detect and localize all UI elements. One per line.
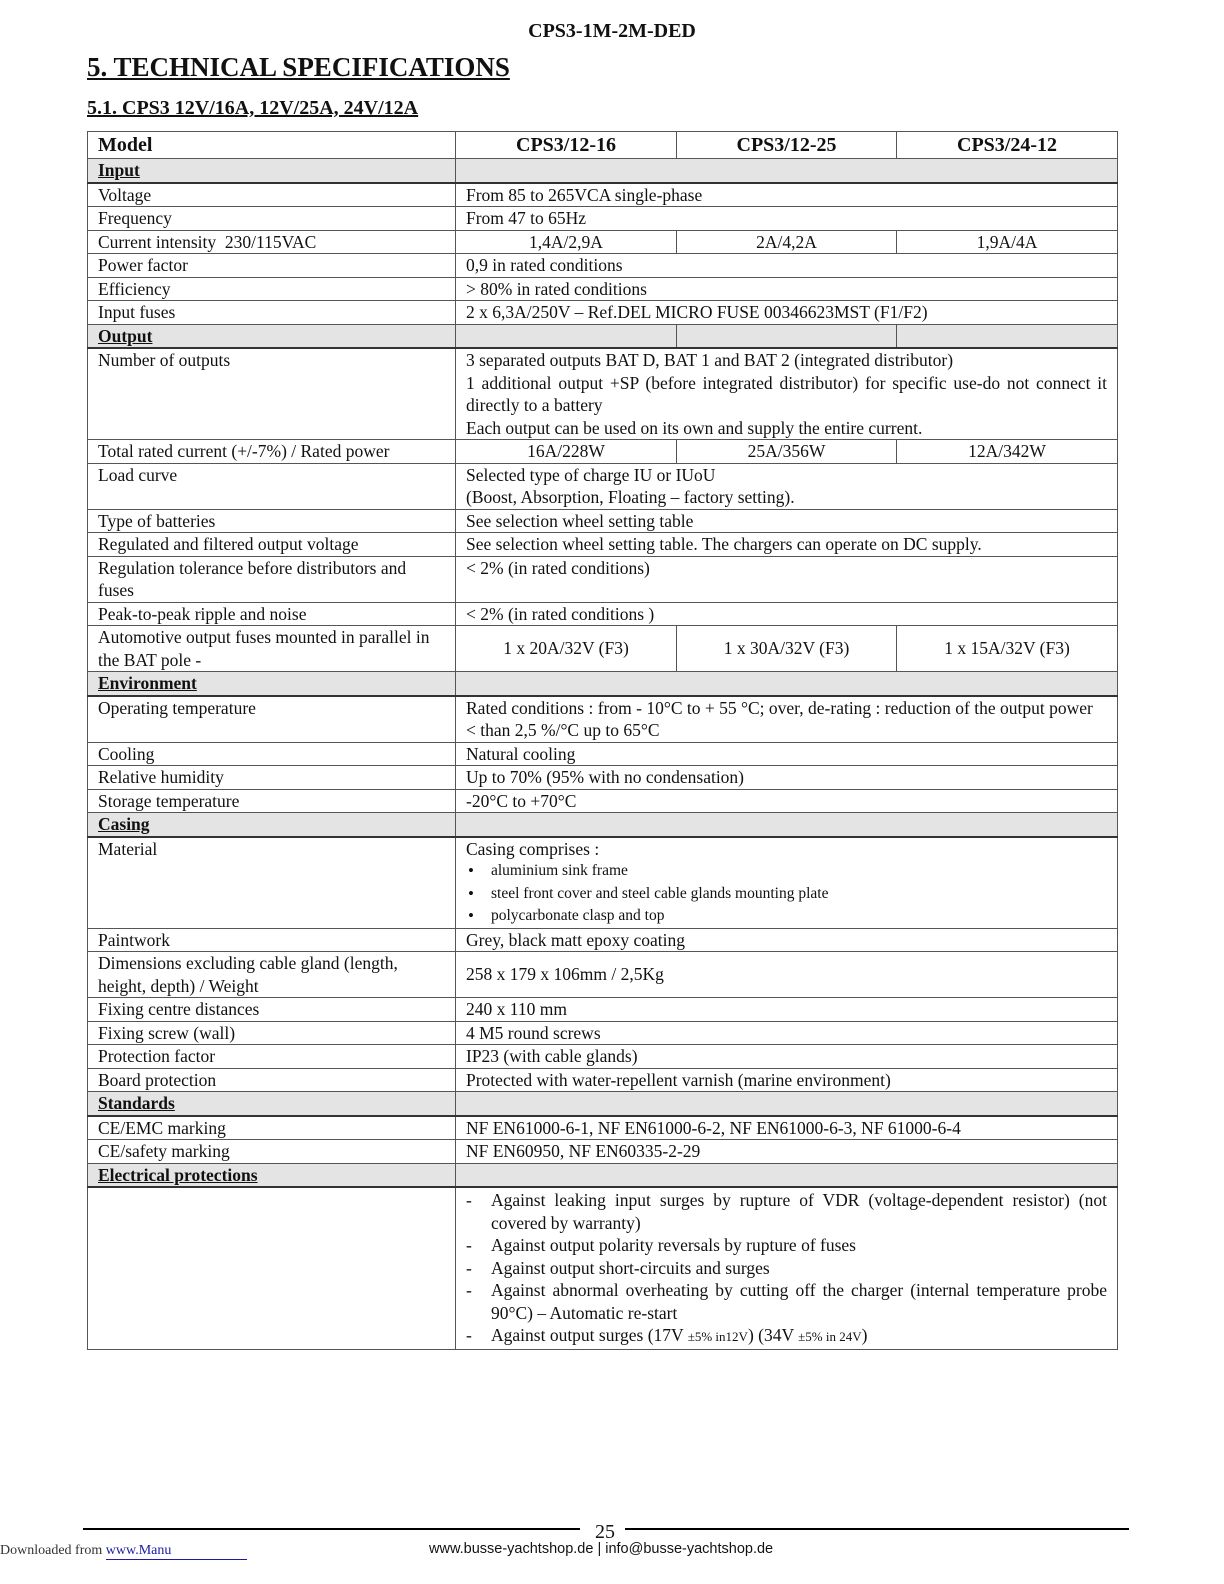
- footer-rule: [83, 1528, 580, 1530]
- spec-value: 25A/356W: [677, 440, 897, 464]
- spec-label: Load curve: [88, 463, 456, 509]
- document-header: CPS3-1M-2M-DED: [528, 20, 696, 42]
- section-heading: Input: [88, 159, 456, 183]
- section-heading: Electrical protections: [88, 1163, 456, 1187]
- table-row: [88, 348, 1118, 440]
- protections-list: [466, 1188, 1107, 1349]
- footer-contact: www.busse-yachtshop.de | info@busse-yachtshop.de: [429, 1541, 774, 1557]
- table-row: [88, 998, 1118, 1022]
- list-item: - Against output short-circuits and surges: [466, 1257, 1107, 1280]
- spec-label: Operating temperature: [88, 696, 456, 743]
- table-row: [88, 533, 1118, 557]
- section-heading: Environment: [88, 672, 456, 696]
- spec-value: See selection wheel setting table. The chargers can operate on DC supply.: [456, 533, 1118, 557]
- spec-line: Each output can be used on its own and supply the entire current.: [466, 417, 923, 438]
- table-row: [88, 1045, 1118, 1069]
- spec-value: 1,4A/2,9A: [456, 230, 677, 254]
- spec-label: Voltage: [88, 183, 456, 207]
- spec-label: Regulation tolerance before distributors and fuses: [88, 556, 456, 602]
- table-row: [88, 556, 1118, 602]
- table-row: [88, 696, 1118, 743]
- spec-label: Cooling: [88, 742, 456, 766]
- spec-label: Material: [88, 837, 456, 929]
- table-row-model: [88, 132, 1118, 159]
- downloaded-from-note: Downloaded from www.Manu: [0, 1543, 247, 1560]
- page-number: 25: [595, 1521, 615, 1543]
- table-row: [88, 626, 1118, 672]
- section-heading: Output: [88, 324, 456, 348]
- spec-value: See selection wheel setting table: [456, 509, 1118, 533]
- spec-label: Board protection: [88, 1068, 456, 1092]
- list-item: - Against output surges (17V ±5% in12V) (34V ±5% in 24V): [466, 1324, 1107, 1349]
- section-row-electrical-protections: [88, 1163, 1118, 1187]
- table-row: [88, 230, 1118, 254]
- model-name: CPS3/12-25: [677, 132, 897, 159]
- spec-value: 258 x 179 x 106mm / 2,5Kg: [456, 952, 1118, 998]
- spec-label: Total rated current (+/-7%) / Rated power: [88, 440, 456, 464]
- spec-value: [456, 837, 1118, 929]
- spec-value: Protected with water-repellent varnish (marine environment): [456, 1068, 1118, 1092]
- spec-label: Regulated and filtered output voltage: [88, 533, 456, 557]
- section-row-casing: [88, 813, 1118, 837]
- spec-value: 2A/4,2A: [677, 230, 897, 254]
- spec-label: Automotive output fuses mounted in parallel in the BAT pole -: [88, 626, 456, 672]
- spec-value: From 85 to 265VCA single-phase: [456, 183, 1118, 207]
- spec-label: Peak-to-peak ripple and noise: [88, 602, 456, 626]
- spec-label: Number of outputs: [88, 348, 456, 440]
- spec-value: > 80% in rated conditions: [456, 277, 1118, 301]
- spec-label: CE/EMC marking: [88, 1116, 456, 1140]
- table-row: [88, 837, 1118, 929]
- spec-value: 16A/228W: [456, 440, 677, 464]
- spec-line: 1 additional output +SP (before integrated distributor) for specific use-do not connect it directly to a battery: [466, 372, 1107, 415]
- spec-label: CE/safety marking: [88, 1140, 456, 1164]
- table-row: [88, 952, 1118, 998]
- spec-value: NF EN60950, NF EN60335-2-29: [456, 1140, 1118, 1164]
- spec-line: Selected type of charge IU or IUoU: [466, 464, 716, 485]
- table-row: [88, 207, 1118, 231]
- spec-value: 1,9A/4A: [897, 230, 1118, 254]
- spec-label: Relative humidity: [88, 766, 456, 790]
- table-row: [88, 440, 1118, 464]
- section-heading: Standards: [88, 1092, 456, 1116]
- model-label: Model: [88, 132, 456, 159]
- spec-value: 4 M5 round screws: [456, 1021, 1118, 1045]
- subsection-title: 5.1. CPS3 12V/16A, 12V/25A, 24V/12A: [87, 97, 419, 119]
- spec-value: IP23 (with cable glands): [456, 1045, 1118, 1069]
- manual-link[interactable]: www.Manu: [106, 1543, 247, 1560]
- model-name: CPS3/24-12: [897, 132, 1118, 159]
- model-name: CPS3/12-16: [456, 132, 677, 159]
- list-item: - Against output polarity reversals by rupture of fuses: [466, 1234, 1107, 1257]
- spec-value: 1 x 15A/32V (F3): [897, 626, 1118, 672]
- spec-value: 0,9 in rated conditions: [456, 254, 1118, 278]
- spec-label: Dimensions excluding cable gland (length, height, depth) / Weight: [88, 952, 456, 998]
- section-row-standards: [88, 1092, 1118, 1116]
- list-item: - Against leaking input surges by rupture of VDR (voltage-dependent resistor) (not covered by warranty): [466, 1189, 1107, 1234]
- spec-label: Fixing screw (wall): [88, 1021, 456, 1045]
- spec-line: 3 separated outputs BAT D, BAT 1 and BAT 2 (integrated distributor): [466, 350, 954, 370]
- spec-value: NF EN61000-6-1, NF EN61000-6-2, NF EN61000-6-3, NF 61000-6-4: [456, 1116, 1118, 1140]
- section-row-environment: [88, 672, 1118, 696]
- spec-value: 1 x 30A/32V (F3): [677, 626, 897, 672]
- table-row: [88, 1187, 1118, 1349]
- spec-label: Input fuses: [88, 301, 456, 325]
- spec-value: [456, 348, 1118, 440]
- spec-label: Type of batteries: [88, 509, 456, 533]
- table-row: [88, 277, 1118, 301]
- table-row: [88, 742, 1118, 766]
- spec-value: < 2% (in rated conditions ): [456, 602, 1118, 626]
- table-row: [88, 1068, 1118, 1092]
- table-row: [88, 509, 1118, 533]
- section-heading: Casing: [88, 813, 456, 837]
- spec-value: [456, 463, 1118, 509]
- list-item: • steel front cover and steel cable glands mounting plate: [466, 883, 1107, 906]
- spec-value: From 47 to 65Hz: [456, 207, 1118, 231]
- spec-value: 1 x 20A/32V (F3): [456, 626, 677, 672]
- spec-label: Protection factor: [88, 1045, 456, 1069]
- table-row: [88, 1116, 1118, 1140]
- spec-value: Up to 70% (95% with no condensation): [456, 766, 1118, 790]
- section-row-output: [88, 324, 1118, 348]
- spec-line: (Boost, Absorption, Floating – factory setting).: [466, 487, 795, 507]
- spec-value: < 2% (in rated conditions): [456, 556, 1118, 602]
- list-item: - Against abnormal overheating by cutting off the charger (internal temperature probe 90°C) – Automatic re-start: [466, 1279, 1107, 1324]
- spec-value: 2 x 6,3A/250V – Ref.DEL MICRO FUSE 00346623MST (F1/F2): [456, 301, 1118, 325]
- table-row: [88, 602, 1118, 626]
- spec-value: Grey, black matt epoxy coating: [456, 928, 1118, 952]
- footer-rule: [625, 1528, 1129, 1530]
- table-row: [88, 1140, 1118, 1164]
- table-row: [88, 254, 1118, 278]
- spec-label: Power factor: [88, 254, 456, 278]
- spec-line: Casing comprises :: [466, 838, 600, 859]
- spec-value: Rated conditions : from - 10°C to + 55 °C; over, de-rating : reduction of the output power < than 2,5 %/°C up to 65°C: [456, 696, 1118, 743]
- table-row: [88, 789, 1118, 813]
- spec-value: -20°C to +70°C: [456, 789, 1118, 813]
- material-list: [466, 860, 1107, 928]
- spec-value: [456, 1187, 1118, 1349]
- table-row: [88, 766, 1118, 790]
- table-row: [88, 183, 1118, 207]
- list-item: • polycarbonate clasp and top: [466, 905, 1107, 928]
- spec-value: 12A/342W: [897, 440, 1118, 464]
- spec-label: Frequency: [88, 207, 456, 231]
- spec-label: Fixing centre distances: [88, 998, 456, 1022]
- spec-table: [87, 131, 1118, 1350]
- table-row: [88, 463, 1118, 509]
- spec-value: 240 x 110 mm: [456, 998, 1118, 1022]
- table-row: [88, 928, 1118, 952]
- section-row-input: [88, 159, 1118, 183]
- spec-label: Current intensity 230/115VAC: [88, 230, 456, 254]
- list-item: • aluminium sink frame: [466, 860, 1107, 883]
- spec-label: Paintwork: [88, 928, 456, 952]
- spec-label: Efficiency: [88, 277, 456, 301]
- table-row: [88, 301, 1118, 325]
- spec-label: Storage temperature: [88, 789, 456, 813]
- table-row: [88, 1021, 1118, 1045]
- section-title: 5. TECHNICAL SPECIFICATIONS: [87, 52, 510, 82]
- spec-value: Natural cooling: [456, 742, 1118, 766]
